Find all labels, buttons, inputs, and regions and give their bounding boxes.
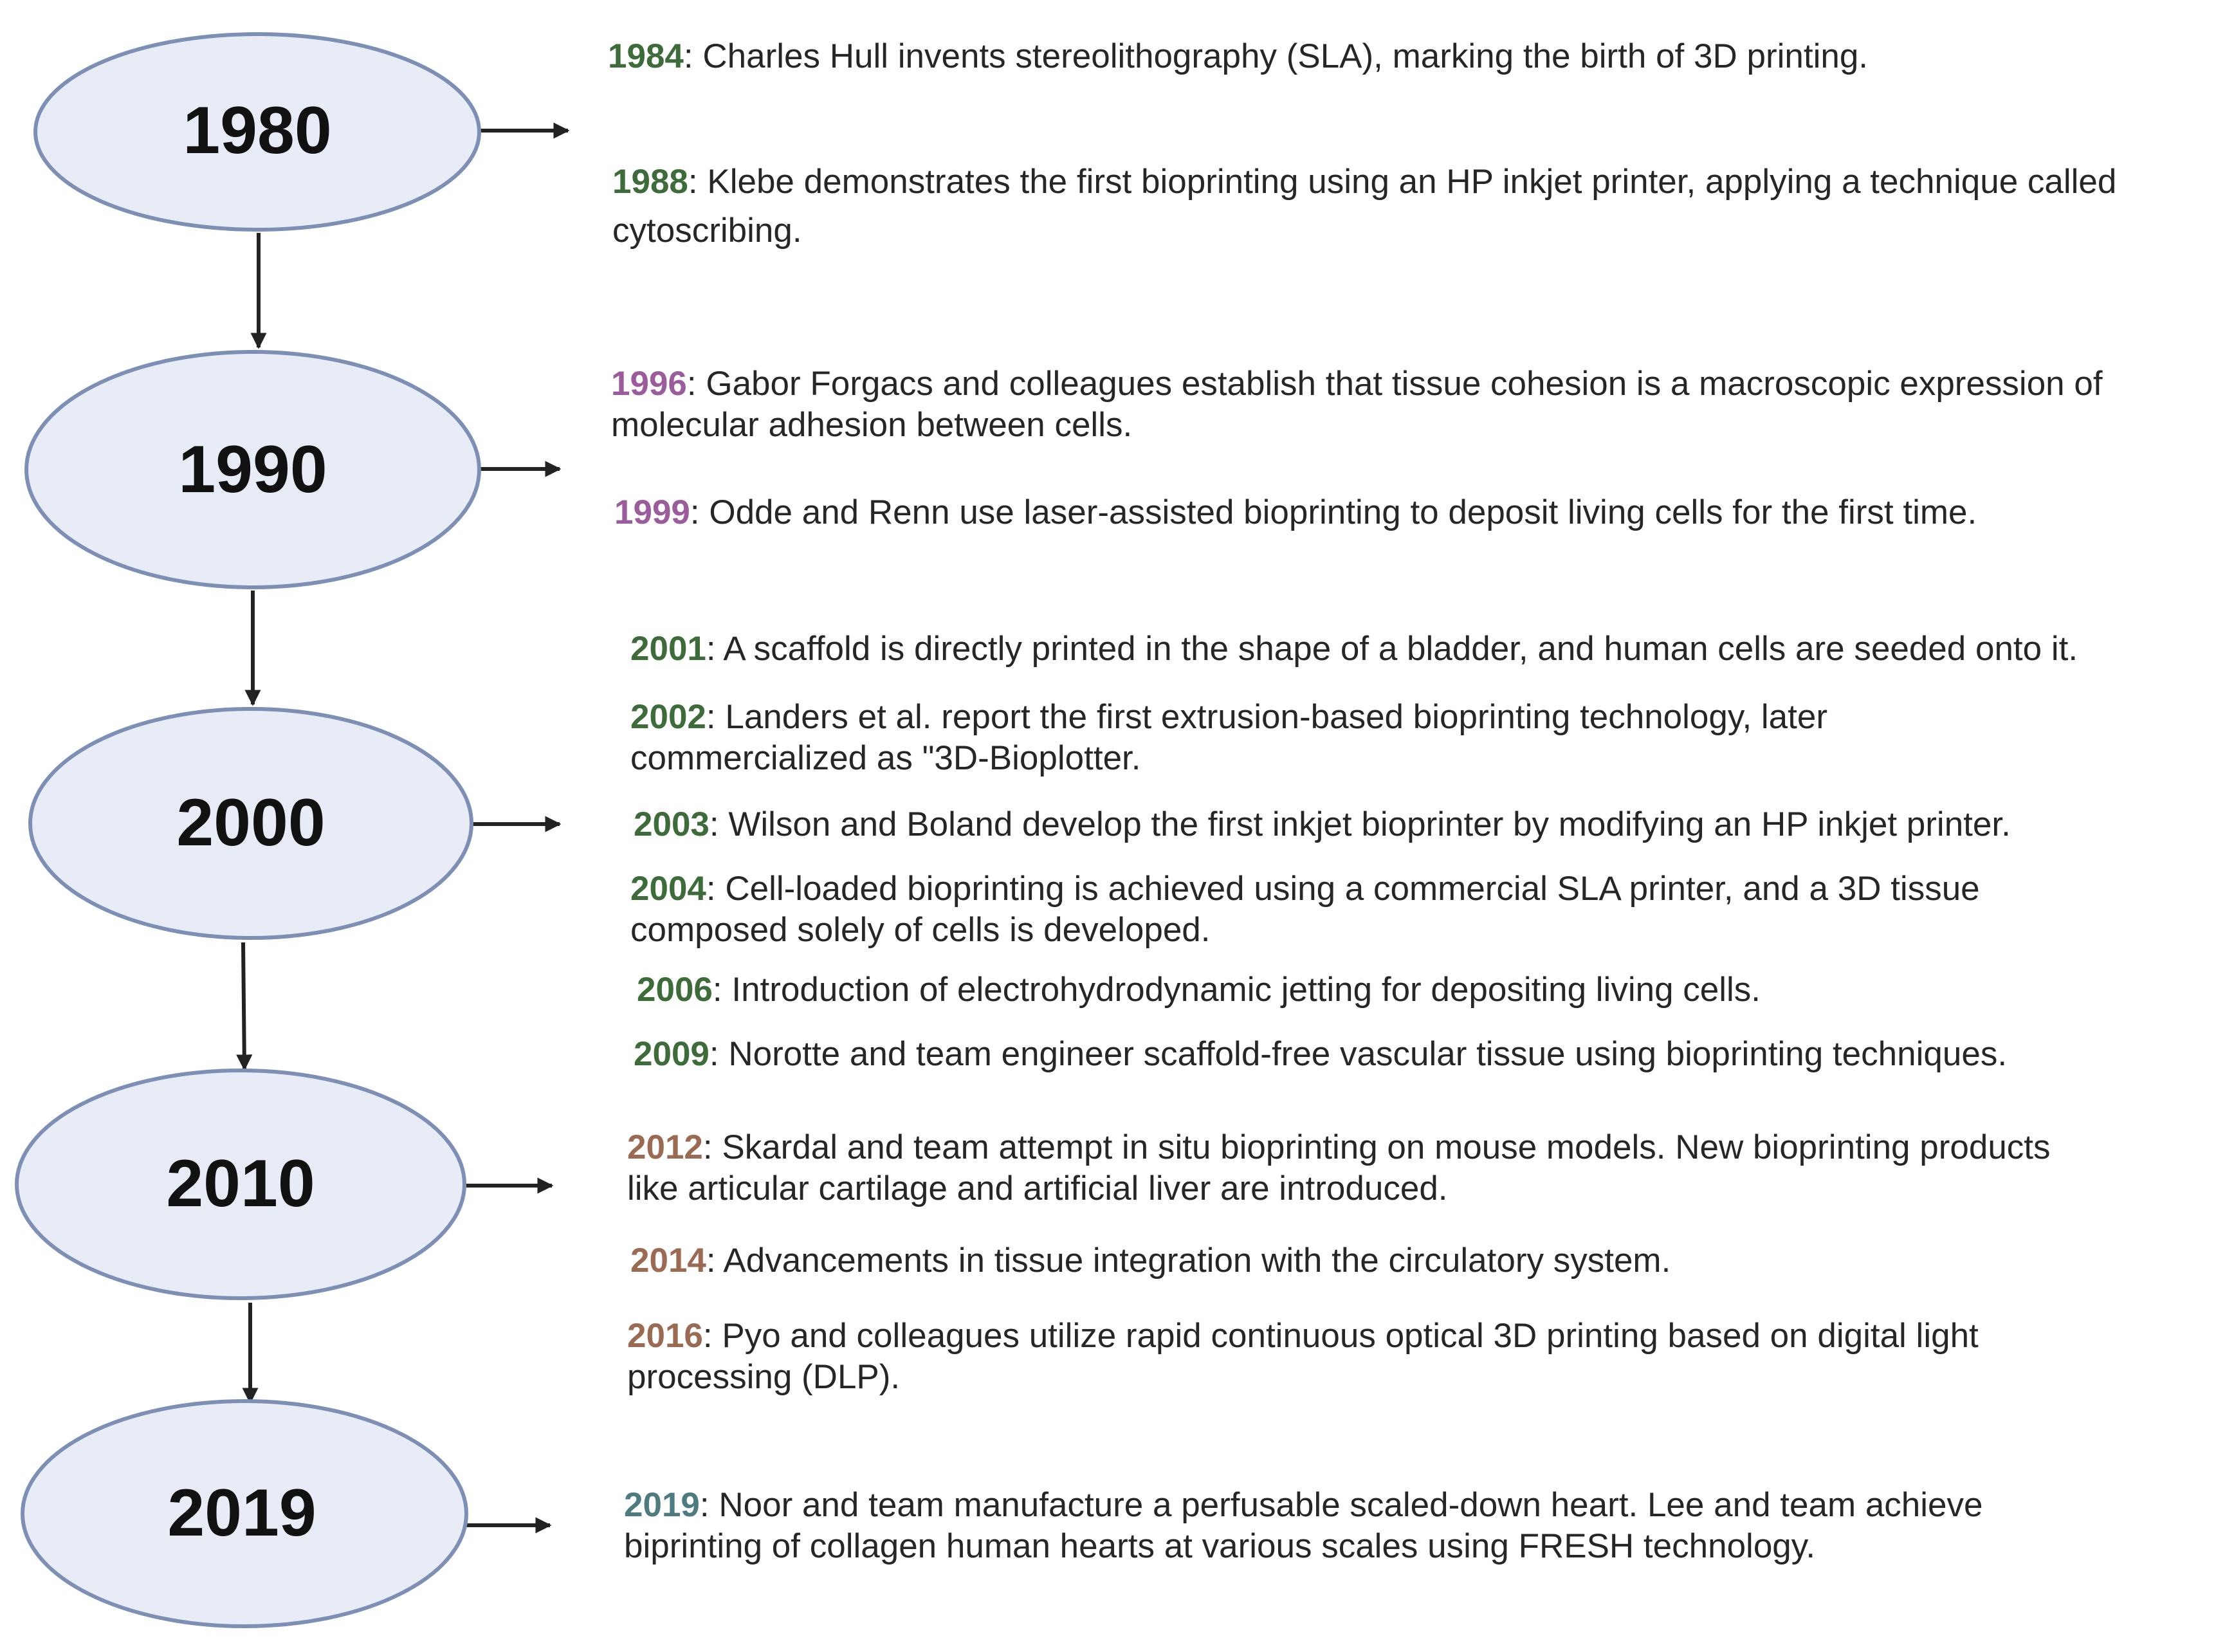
event-text: : Klebe demonstrates the first bioprinting using an HP inkjet printer, applying a technique called cytoscribing. (612, 163, 2117, 250)
event-1988 (612, 158, 2214, 255)
event-year: 2003 (634, 805, 710, 843)
event-text: : Introduction of electrohydrodynamic jetting for depositing living cells. (712, 971, 1761, 1009)
event-year: 1988 (612, 163, 688, 201)
event-year: 2012 (627, 1128, 703, 1166)
event-year: 2002 (630, 698, 706, 736)
decade-label: 2000 (176, 785, 325, 860)
event-2004 (630, 868, 2103, 951)
event-text: : Advancements in tissue integration with the circulatory system. (706, 1242, 1671, 1280)
connector-arrow-2000-2010 (243, 942, 244, 1069)
event-2014 (630, 1240, 2200, 1281)
event-year: 1999 (614, 493, 690, 531)
event-2009 (634, 1034, 2216, 1075)
event-year: 2009 (634, 1035, 710, 1073)
event-text: : A scaffold is directly printed in the shape of a bladder, and human cells are seeded onto it. (706, 630, 2078, 668)
event-2002 (630, 697, 1994, 779)
event-year: 2019 (624, 1486, 700, 1524)
event-text: : Cell-loaded bioprinting is achieved using a commercial SLA printer, and a 3D tissue composed solely of cells is developed. (630, 870, 1980, 949)
event-year: 2016 (627, 1317, 703, 1355)
event-text: : Norotte and team engineer scaffold-free vascular tissue using bioprinting techniques. (709, 1035, 2008, 1073)
event-2006 (637, 969, 2206, 1011)
decade-label: 2010 (166, 1146, 315, 1221)
event-year: 1984 (608, 37, 684, 75)
decade-node-1980 (35, 34, 479, 230)
event-year: 2014 (630, 1242, 706, 1280)
event-1999 (614, 492, 2203, 533)
decade-label: 1990 (178, 432, 327, 507)
event-year: 1996 (611, 365, 687, 403)
event-2019 (624, 1485, 2091, 1567)
event-text: : Wilson and Boland develop the first inkjet bioprinter by modifying an HP inkjet printer. (709, 805, 2011, 843)
event-year: 2001 (630, 630, 706, 668)
event-year: 2004 (630, 870, 706, 908)
event-1996 (611, 363, 2213, 446)
event-text: : Noor and team manufacture a perfusable scaled-down heart. Lee and team achieve biprinting of collagen human hearts at various scales using FRESH technology. (624, 1486, 1983, 1565)
event-2001 (630, 629, 2213, 670)
event-text: : Charles Hull invents stereolithography (SLA), marking the birth of 3D printing. (683, 37, 1869, 75)
event-text: : Landers et al. report the first extrusion-based bioprinting technology, later commercialized as "3D-Bioplotter. (630, 698, 1828, 777)
event-2012 (627, 1127, 2055, 1209)
event-text: : Skardal and team attempt in situ bioprinting on mouse models. New bioprinting products like articular cartilage and artificial liver are introduced. (627, 1128, 2051, 1207)
event-text: : Gabor Forgacs and colleagues establish that tissue cohesion is a macroscopic expression of molecular adhesion between cells. (611, 365, 2103, 444)
event-year: 2006 (637, 971, 713, 1009)
decade-node-1990 (26, 352, 479, 587)
event-1984 (608, 36, 2203, 77)
decade-label: 2019 (167, 1476, 316, 1550)
decade-label: 1980 (183, 93, 332, 168)
decade-node-2010 (17, 1070, 464, 1298)
event-2003 (634, 804, 2216, 845)
event-text: : Pyo and colleagues utilize rapid continuous optical 3D printing based on digital light processing (DLP). (627, 1317, 1979, 1396)
decade-node-2000 (30, 709, 472, 938)
decade-node-2019 (23, 1401, 466, 1626)
event-text: : Odde and Renn use laser-assisted bioprinting to deposit living cells for the first time. (690, 493, 1977, 531)
event-2016 (627, 1316, 2087, 1398)
